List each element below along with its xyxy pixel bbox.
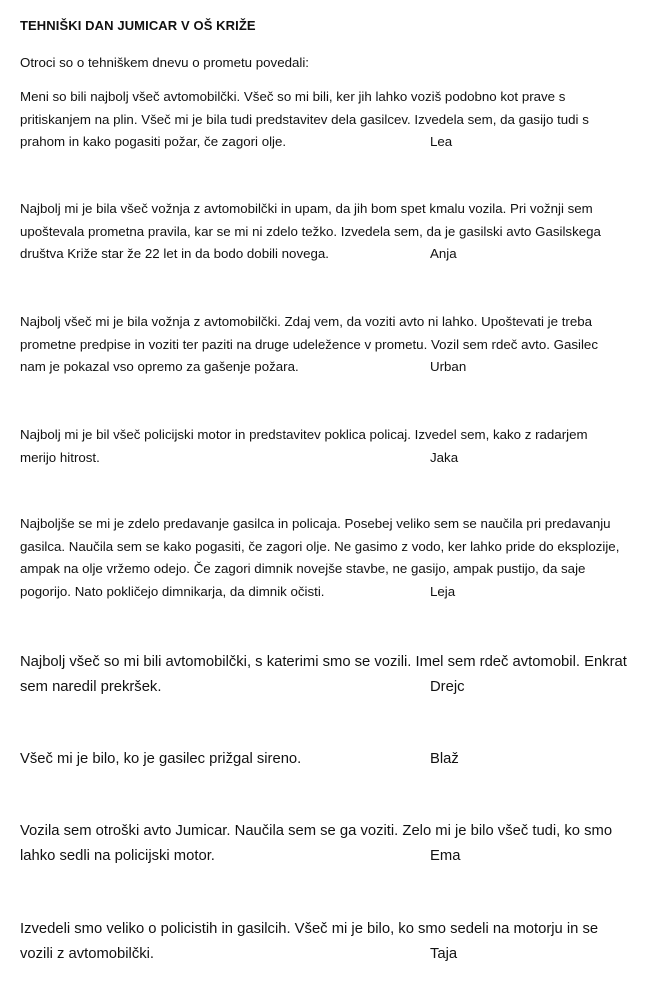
entry-line: upoštevala prometna pravila, kar se mi ni zdelo težko. Izvedela sem, da je gasilski avto Gasilskega	[20, 223, 601, 239]
entry-urban	[20, 311, 645, 379]
author-name: Taja	[430, 946, 458, 962]
entry-line: Izvedeli smo veliko o policistih in gasilcih. Všeč mi je bilo, ko smo sedeli na motorju in se	[20, 921, 599, 937]
page-title: TEHNIŠKI DAN JUMICAR V OŠ KRIŽE	[20, 18, 256, 33]
entry-line: gasilca. Naučila sem se kako pogasiti, če zagori olje. Ne gasimo z vodo, ker lahko pride do eksplozije,	[20, 538, 620, 554]
author-name: Blaž	[430, 751, 459, 767]
entry-leja	[20, 513, 645, 603]
entry-line: Najboljše se mi je zdelo predavanje gasilca in policaja. Posebej veliko sem se naučila pri predavanju	[20, 516, 611, 531]
entry-lea	[20, 86, 645, 154]
entry-line: Všeč mi je bilo, ko je gasilec prižgal sireno.	[20, 751, 302, 767]
entry-drejc	[20, 650, 650, 700]
entry-line: pogorijo. Nato pokličejo dimnikarja, da dimnik očisti.	[20, 583, 325, 599]
entry-line: Najbolj všeč so mi bili avtomobilčki, s katerimi smo se vozili. Imel sem rdeč avtomobil. Enkrat	[20, 654, 627, 670]
entry-ema	[20, 819, 650, 869]
author-name: Leja	[430, 583, 456, 599]
entry-line: ampak na olje vržemo odejo. Če zagori dimnik novejše stavbe, ne gasijo, ampak pustijo, da saje	[20, 561, 586, 576]
entry-blaz	[20, 747, 650, 772]
entry-line: Najbolj mi je bila všeč vožnja z avtomobilčki in upam, da jih bom spet kmalu vozila. Pri vožnji sem	[20, 201, 593, 216]
entry-line: Najbolj všeč mi je bila vožnja z avtomobilčki. Zdaj vem, da voziti avto ni lahko. Upoštevati je treba	[20, 314, 593, 329]
author-name: Lea	[430, 134, 453, 149]
entry-taja	[20, 917, 650, 967]
entry-line: vozili z avtomobilčki.	[20, 946, 155, 962]
author-name: Drejc	[430, 679, 465, 695]
intro-text: Otroci so o tehniškem dnevu o prometu povedali:	[20, 55, 309, 70]
entry-line: merijo hitrost.	[20, 449, 100, 465]
author-name: Anja	[430, 246, 457, 261]
entry-line: Vozila sem otroški avto Jumicar. Naučila sem se ga voziti. Zelo mi je bilo všeč tudi, ko smo	[20, 823, 613, 839]
entry-line: prometne predpise in voziti ter paziti na druge udeležence v prometu. Vozil sem rdeč avto. Gasilec	[20, 336, 598, 352]
entry-anja	[20, 198, 645, 266]
author-name: Urban	[430, 359, 467, 374]
entry-line: prahom in kako pogasiti požar, če zagori olje.	[20, 134, 287, 149]
entry-jaka	[20, 424, 645, 469]
entry-line: nam je pokazal vso opremo za gašenje požara.	[20, 359, 299, 374]
author-name: Jaka	[430, 449, 459, 465]
author-name: Ema	[430, 848, 461, 864]
entry-line: Meni so bili najbolj všeč avtomobilčki. Všeč so mi bili, ker jih lahko voziš podobno kot prave s	[20, 89, 566, 104]
entry-line: pritiskanjem na plin. Všeč mi je bila tudi predstavitev dela gasilcev. Izvedela sem, da gasijo tudi s	[20, 111, 589, 127]
entry-line: Najbolj mi je bil všeč policijski motor in predstavitev poklica policaj. Izvedel sem, kako z radarjem	[20, 427, 588, 442]
entry-line: sem naredil prekršek.	[20, 679, 162, 695]
entry-line: lahko sedli na policijski motor.	[20, 848, 215, 864]
entry-line: društva Križe star že 22 let in da bodo dobili novega.	[20, 246, 329, 261]
